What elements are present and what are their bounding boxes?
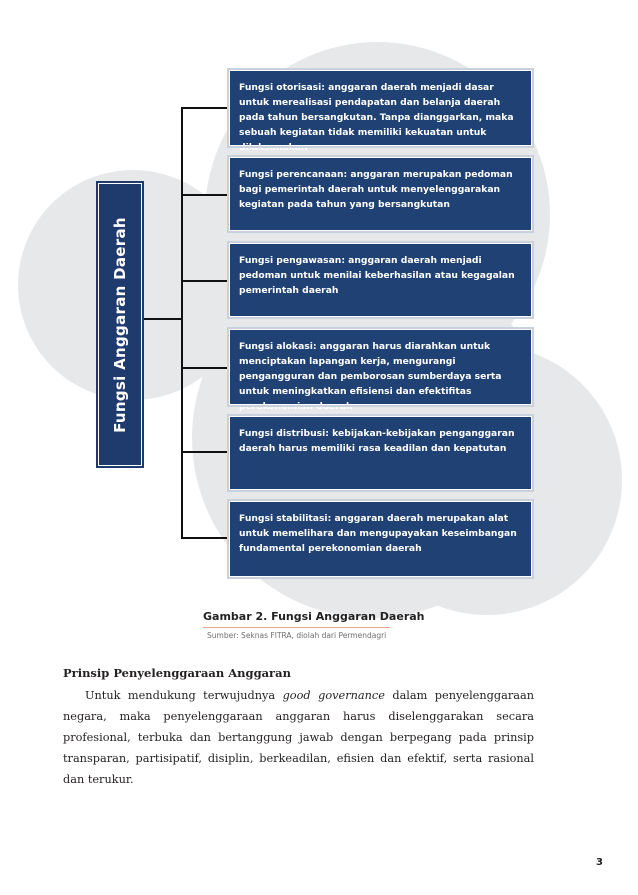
connector-branch-4 <box>181 367 229 369</box>
diagram-root-label <box>98 183 142 466</box>
connector-branch-1 <box>181 107 229 109</box>
connector-trunk <box>181 107 183 538</box>
para-before: Untuk mendukung terwujudnya <box>85 689 283 702</box>
function-box-distribusi <box>229 416 532 490</box>
connector-branch-2 <box>181 194 229 196</box>
function-text: Fungsi perencanaan: anggaran merupakan pedoman bagi pemerintah daerah untuk menyelenggarakan kegiatan pada tahun yang bersangkutan <box>239 169 513 210</box>
function-text: Fungsi distribusi: kebijakan-kebijakan penganggaran daerah harus memiliki rasa keadilan dan kepatutan <box>239 428 515 454</box>
section-paragraph <box>63 685 534 790</box>
diagram-root-text: Fungsi Anggaran Daerah <box>111 216 129 433</box>
function-text: Fungsi otorisasi: anggaran daerah menjadi dasar untuk merealisasi pendapatan dan belanja daerah pada tahun bersangkutan. Tanpa dianggarkan, maka sebuah kegiatan tidak memiliki kekuatan untuk dilaksanakan <box>239 82 514 153</box>
function-box-alokasi <box>229 329 532 412</box>
para-after: dalam penyelenggaraan negara, maka penyelenggaraan anggaran harus diselenggarakan secara profesional, terbuka dan bertanggung jawab dengan berpegang pada prinsip transparan, partisipatif, disiplin, berkeadilan, efisien dan efektif, serta rasional dan terukur. <box>63 689 534 786</box>
function-box-pengawasan <box>229 243 532 317</box>
page-number: 3 <box>596 857 603 868</box>
figure-source: Sumber: Seknas FITRA, diolah dari Permendagri <box>207 631 387 640</box>
function-text: Fungsi alokasi: anggaran harus diarahkan untuk menciptakan lapangan kerja, mengurangi pengangguran dan pemborosan sumberdaya serta untuk meningkatkan efisiensi dan efektifitas perekonomian daerah <box>239 341 502 412</box>
connector-branch-3 <box>181 280 229 282</box>
connector-root-stub <box>142 318 183 320</box>
function-box-stabilitasi <box>229 501 532 577</box>
function-text: Fungsi stabilitasi: anggaran daerah merupakan alat untuk memelihara dan mengupayakan keseimbangan fundamental perekonomian daerah <box>239 513 517 554</box>
para-italic: good governance <box>282 689 385 702</box>
function-box-perencanaan <box>229 157 532 231</box>
function-text: Fungsi pengawasan: anggaran daerah menjadi pedoman untuk menilai keberhasilan atau kegagalan pemerintah daerah <box>239 255 515 296</box>
caption-divider <box>203 627 390 628</box>
figure-caption: Gambar 2. Fungsi Anggaran Daerah <box>203 610 425 623</box>
function-box-otorisasi <box>229 70 532 153</box>
connector-branch-5 <box>181 451 229 453</box>
connector-branch-6 <box>181 537 229 539</box>
section-heading: Prinsip Penyelenggaraan Anggaran <box>63 666 291 680</box>
